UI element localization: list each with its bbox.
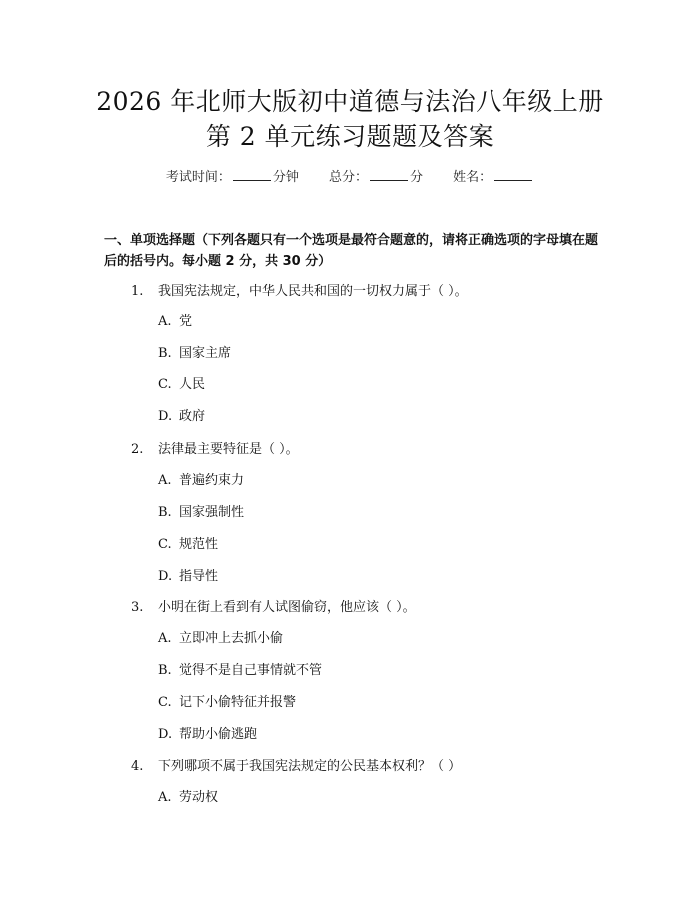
question-number: 1.: [131, 284, 144, 299]
option-text: 普遍约束力: [179, 473, 245, 488]
question-3: [131, 599, 601, 617]
question-4: [131, 758, 601, 776]
option-letter: B.: [158, 505, 172, 520]
option-text: 记下小偷特征并报警: [179, 695, 297, 710]
question-number: 2.: [131, 442, 144, 457]
section-heading: 一、单项选择题（下列各题只有一个选项是最符合题意的，请将正确选项的字母填在题后的括号内。每小题 2 分，共 30 分）: [104, 233, 599, 269]
question-1: [131, 283, 601, 301]
exam-meta: [0, 168, 700, 187]
option-letter: D.: [158, 569, 173, 584]
q2-option-a: [158, 472, 244, 490]
option-text: 党: [179, 314, 193, 329]
option-letter: C.: [158, 537, 172, 552]
option-letter: B.: [158, 346, 172, 361]
option-text: 规范性: [179, 537, 219, 552]
option-text: 帮助小偷逃跑: [179, 727, 258, 742]
q2-option-b: [158, 504, 244, 522]
option-text: 觉得不是自己事情就不管: [179, 663, 323, 678]
page-title-line2: 第 2 单元练习题题及答案: [205, 122, 495, 151]
option-text: 立即冲上去抓小偷: [179, 631, 284, 646]
q4-option-a: [158, 789, 218, 807]
q1-option-d: [158, 408, 205, 426]
option-text: 人民: [179, 377, 206, 392]
option-text: 劳动权: [179, 790, 219, 805]
option-letter: A.: [158, 631, 172, 646]
option-letter: D.: [158, 409, 173, 424]
q3-option-b: [158, 662, 322, 680]
q1-option-c: [158, 376, 205, 394]
time-blank: [233, 168, 271, 181]
option-letter: D.: [158, 727, 173, 742]
option-text: 政府: [179, 409, 206, 424]
question-text: 法律最主要特征是（ ）。: [158, 442, 299, 457]
q1-option-a: [158, 313, 192, 331]
option-text: 国家主席: [179, 346, 232, 361]
time-field: [166, 168, 299, 187]
option-letter: C.: [158, 695, 172, 710]
question-number: 4.: [131, 759, 144, 774]
score-field: [329, 168, 423, 187]
option-letter: B.: [158, 663, 172, 678]
option-text: 国家强制性: [179, 505, 245, 520]
question-2: [131, 441, 601, 459]
q3-option-c: [158, 694, 296, 712]
question-text: 小明在街上看到有人试图偷窃，他应该（ ）。: [158, 600, 416, 615]
score-blank: [370, 168, 408, 181]
page-title-line1: 2026 年北师大版初中道德与法治八年级上册: [96, 87, 604, 116]
option-letter: C.: [158, 377, 172, 392]
q2-option-c: [158, 536, 218, 554]
question-number: 3.: [131, 600, 144, 615]
score-label: 总分：: [328, 170, 368, 185]
option-text: 指导性: [179, 569, 219, 584]
option-letter: A.: [158, 314, 172, 329]
name-blank: [494, 168, 532, 181]
question-text: 我国宪法规定，中华人民共和国的一切权力属于（ ）。: [158, 284, 468, 299]
question-text: 下列哪项不属于我国宪法规定的公民基本权利？（ ）: [158, 759, 462, 774]
score-unit: 分: [410, 170, 424, 185]
option-letter: A.: [158, 790, 172, 805]
q2-option-d: [158, 568, 218, 586]
name-label: 姓名：: [453, 170, 493, 185]
q3-option-d: [158, 726, 257, 744]
time-label: 考试时间：: [165, 170, 231, 185]
option-letter: A.: [158, 473, 172, 488]
time-unit: 分钟: [272, 170, 299, 185]
q1-option-b: [158, 345, 231, 363]
name-field: [453, 168, 534, 187]
q3-option-a: [158, 630, 283, 648]
